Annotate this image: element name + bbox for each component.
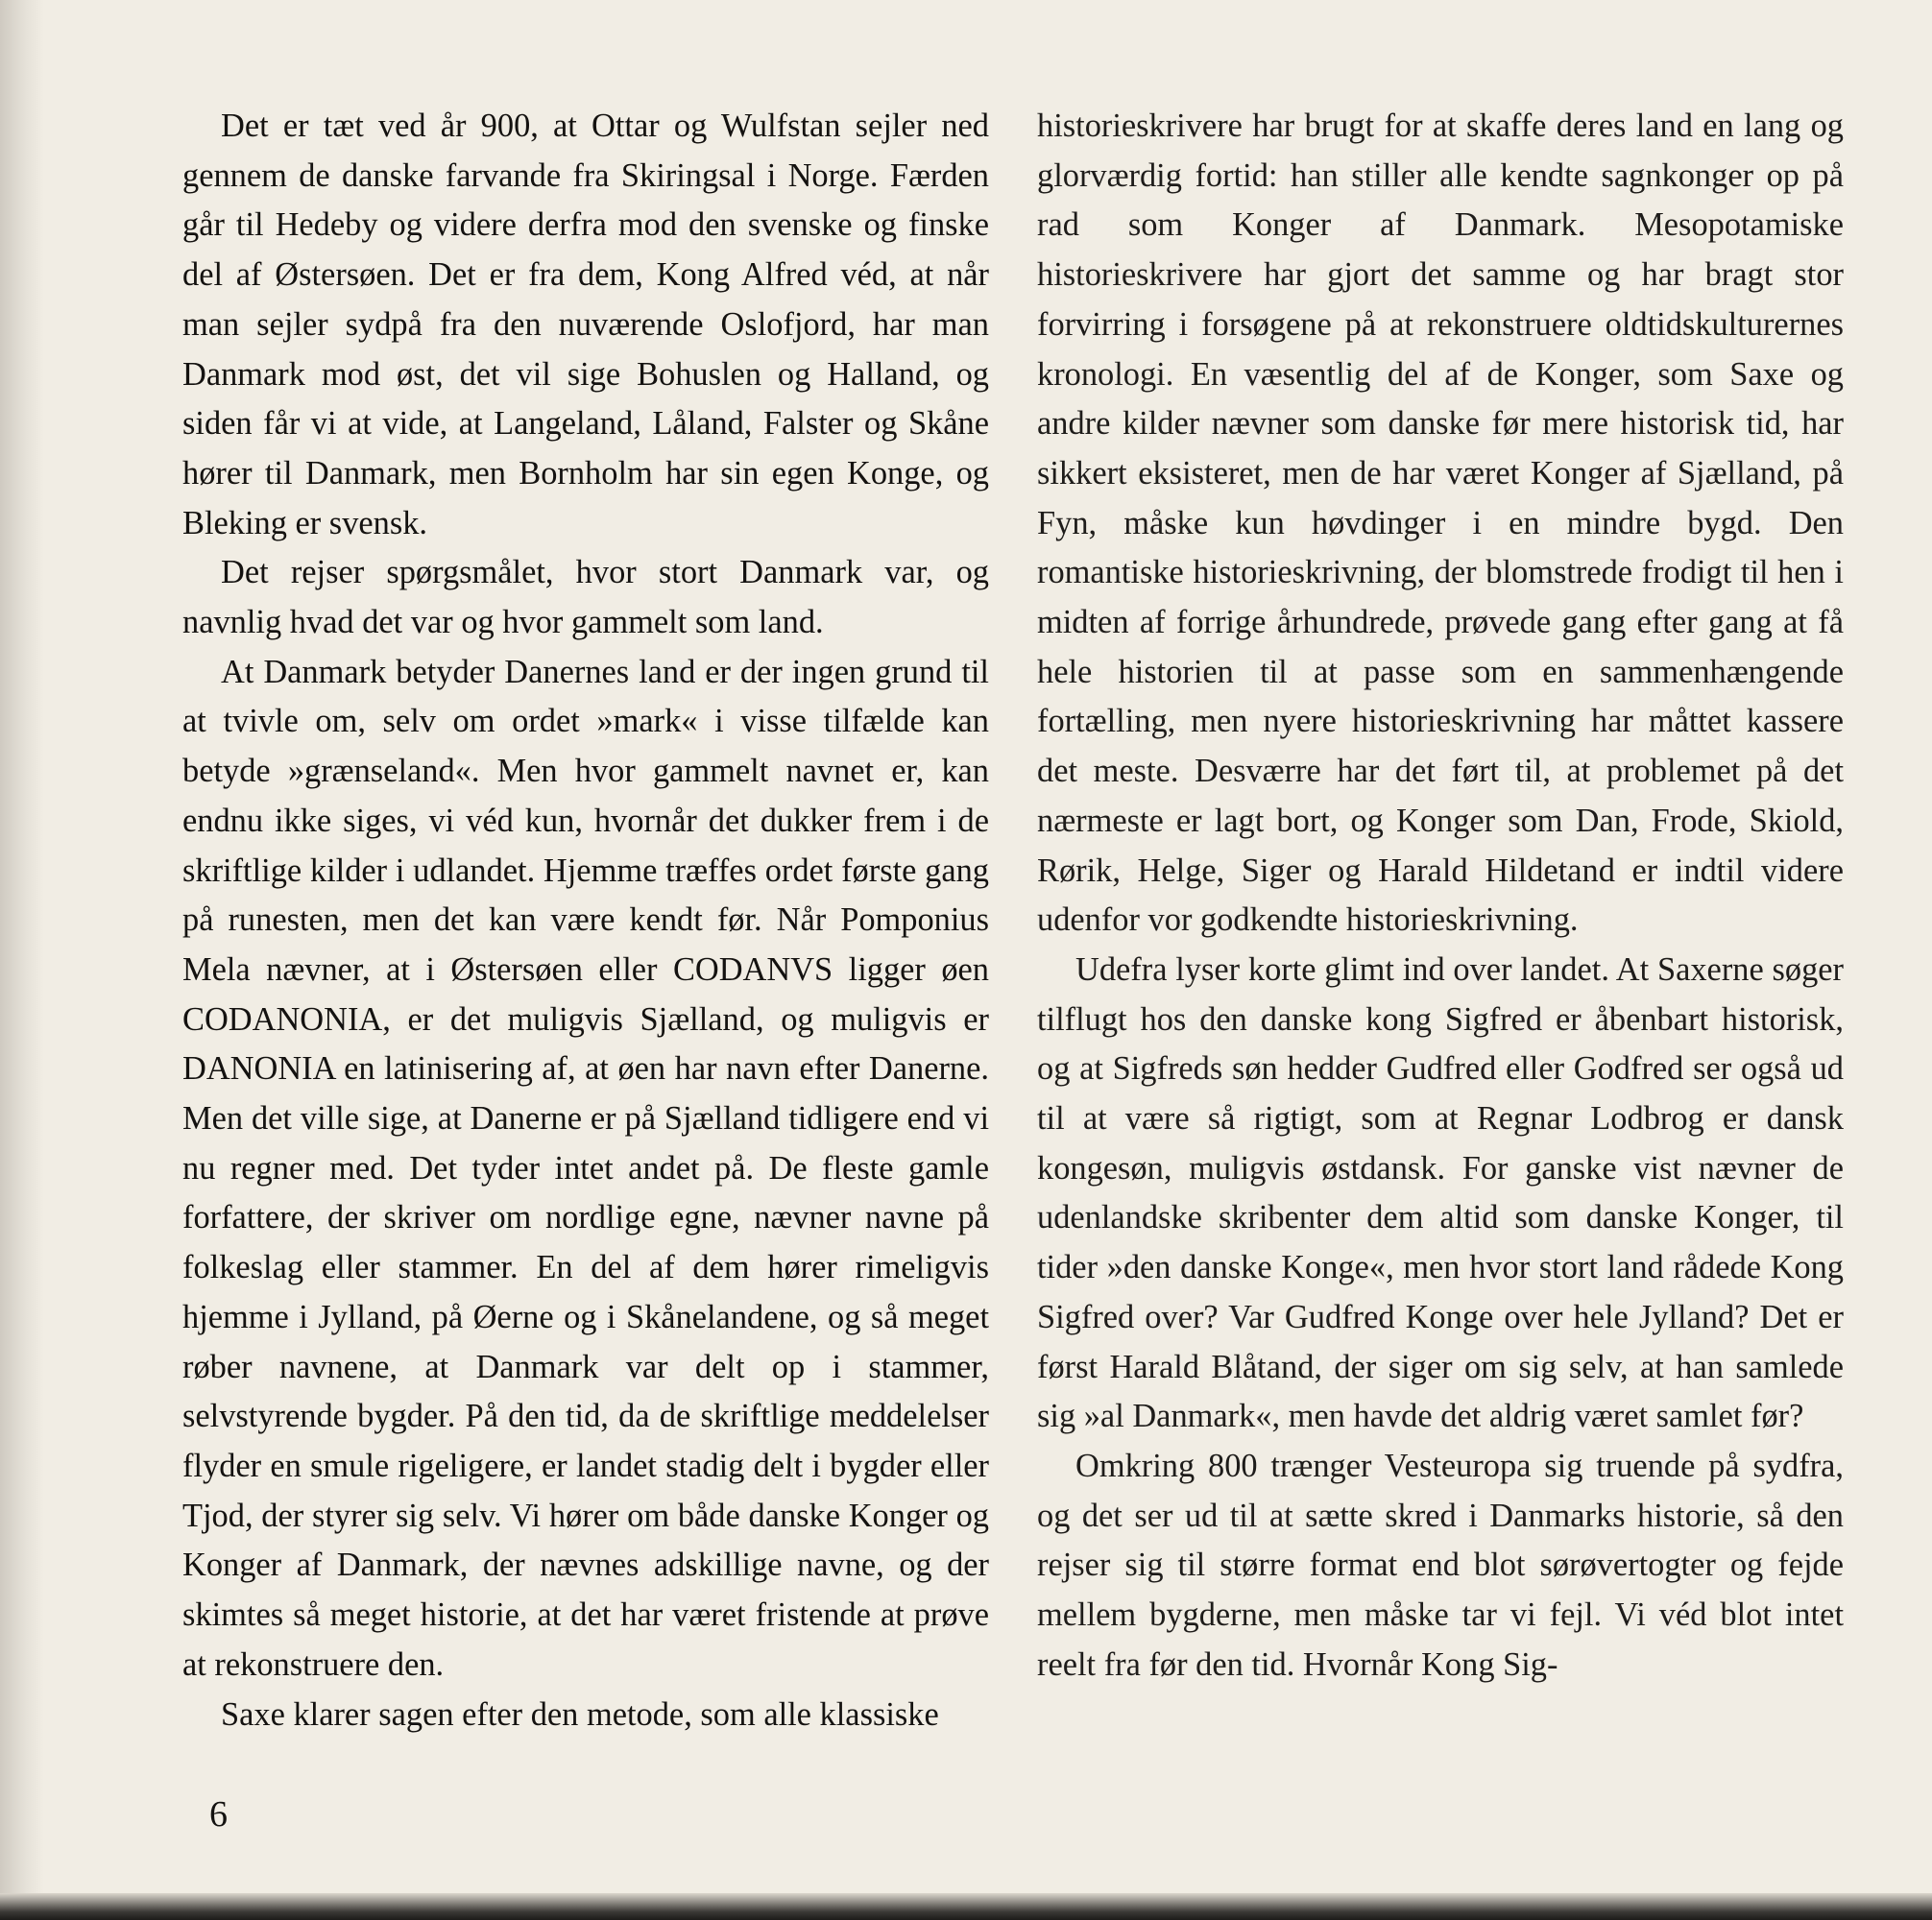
- paragraph: Udefra lyser korte glimt ind over landet. At Saxerne søger tilflugt hos den danske kong Sigfred er åbenbart historisk, og at Sigfreds søn hedder Gudfred eller Godfred ser også ud til at være så rigtigt, som at Regnar Lodbrog er dansk kongesøn, muligvis østdansk. For ganske vist nævner de udenlandske skribenter dem altid som danske Konger, til tider »den danske Konge«, men hvor stort land rådede Kong Sigfred over? Var Gudfred Konge over hele Jylland? Det er først Harald Blåtand, der siger om sig selv, at han samlede sig »al Danmark«, men havde det aldrig været samlet før?: [1037, 950, 1844, 1435]
- paragraph: Omkring 800 trænger Vesteuropa sig truende på sydfra, og det ser ud til at sætte skred i Danmarks historie, så den rejser sig til større format end blot sørøvertogter og fejde mellem bygderne, men måske tar vi fejl. Vi véd blot intet reelt fra før den tid. Hvornår Kong Sig-: [1037, 1447, 1844, 1683]
- page-number: 6: [209, 1794, 228, 1835]
- page-edge-shadow: [0, 1893, 1932, 1920]
- paragraph: Det rejser spørgsmålet, hvor stort Danmark var, og navnlig hvad det var og hvor gammelt som land.: [182, 554, 989, 641]
- left-text-column: [182, 102, 989, 1740]
- paragraph: Det er tæt ved år 900, at Ottar og Wulfstan sejler ned gennem de danske farvande fra Skiringsal i Norge. Færden går til Hedeby og videre derfra mod den svenske og finske del af Østersøen. Det er fra dem, Kong Alfred véd, at når man sejler sydpå fra den nuværende Oslofjord, har man Danmark mod øst, det vil sige Bohuslen og Halland, og siden får vi at vide, at Langeland, Låland, Falster og Skåne hører til Danmark, men Bornholm har sin egen Konge, og Bleking er svensk.: [182, 108, 989, 541]
- paragraph: historieskrivere har brugt for at skaffe deres land en lang og glorværdig fortid: han stiller alle kendte sagnkonger op på rad som Konger af Danmark. Mesopotamiske historieskrivere har gjort det samme og har bragt stor forvirring i forsøgene på at rekonstruere oldtidskulturernes kronologi. En væsentlig del af de Konger, som Saxe og andre kilder nævner som danske før mere historisk tid, har sikkert eksisteret, men de har været Konger af Sjælland, på Fyn, måske kun høvdinger i en mindre bygd. Den romantiske historieskrivning, der blomstrede frodigt til hen i midten af forrige århundrede, prøvede gang efter gang at få hele historien til at passe som en sammenhængende fortælling, men nyere historieskrivning har måttet kassere det meste. Desværre har det ført til, at problemet på det nærmeste er lagt bort, og Konger som Dan, Frode, Skiold, Rørik, Helge, Siger og Harald Hildetand er indtil videre udenfor vor godkendte historieskrivning.: [1037, 108, 1844, 939]
- paragraph: At Danmark betyder Danernes land er der ingen grund til at tvivle om, selv om ordet »mark« i visse tilfælde kan betyde »grænseland«. Men hvor gammelt navnet er, kan endnu ikke siges, vi véd kun, hvornår det dukker frem i de skriftlige kilder i udlandet. Hjemme træffes ordet første gang på runesten, men det kan være kendt før. Når Pomponius Mela nævner, at i Østersøen eller CODANVS ligger øen CODANONIA, er det muligvis Sjælland, og muligvis er DANONIA en latinisering af, at øen har navn efter Danerne. Men det ville sige, at Danerne er på Sjælland tidligere end vi nu regner med. Det tyder intet andet på. De fleste gamle forfattere, der skriver om nordlige egne, nævner navne på folkeslag eller stammer. En del af dem hører rimeligvis hjemme i Jylland, på Øerne og i Skånelandene, og så meget røber navnene, at Danmark var delt op i stammer, selvstyrende bygder. På den tid, da de skriftlige meddelelser flyder en smule rigeligere, er landet stadig delt i bygder eller Tjod, der styrer sig selv. Vi hører om både danske Konger og Konger af Danmark, der nævnes adskillige navne, og der skimtes så meget historie, at det har været fristende at prøve at rekonstruere den.: [182, 653, 989, 1683]
- binding-shadow: [0, 0, 44, 1920]
- paragraph: Saxe klarer sagen efter den metode, som alle klassiske: [221, 1695, 939, 1733]
- right-text-column: [1037, 102, 1844, 1691]
